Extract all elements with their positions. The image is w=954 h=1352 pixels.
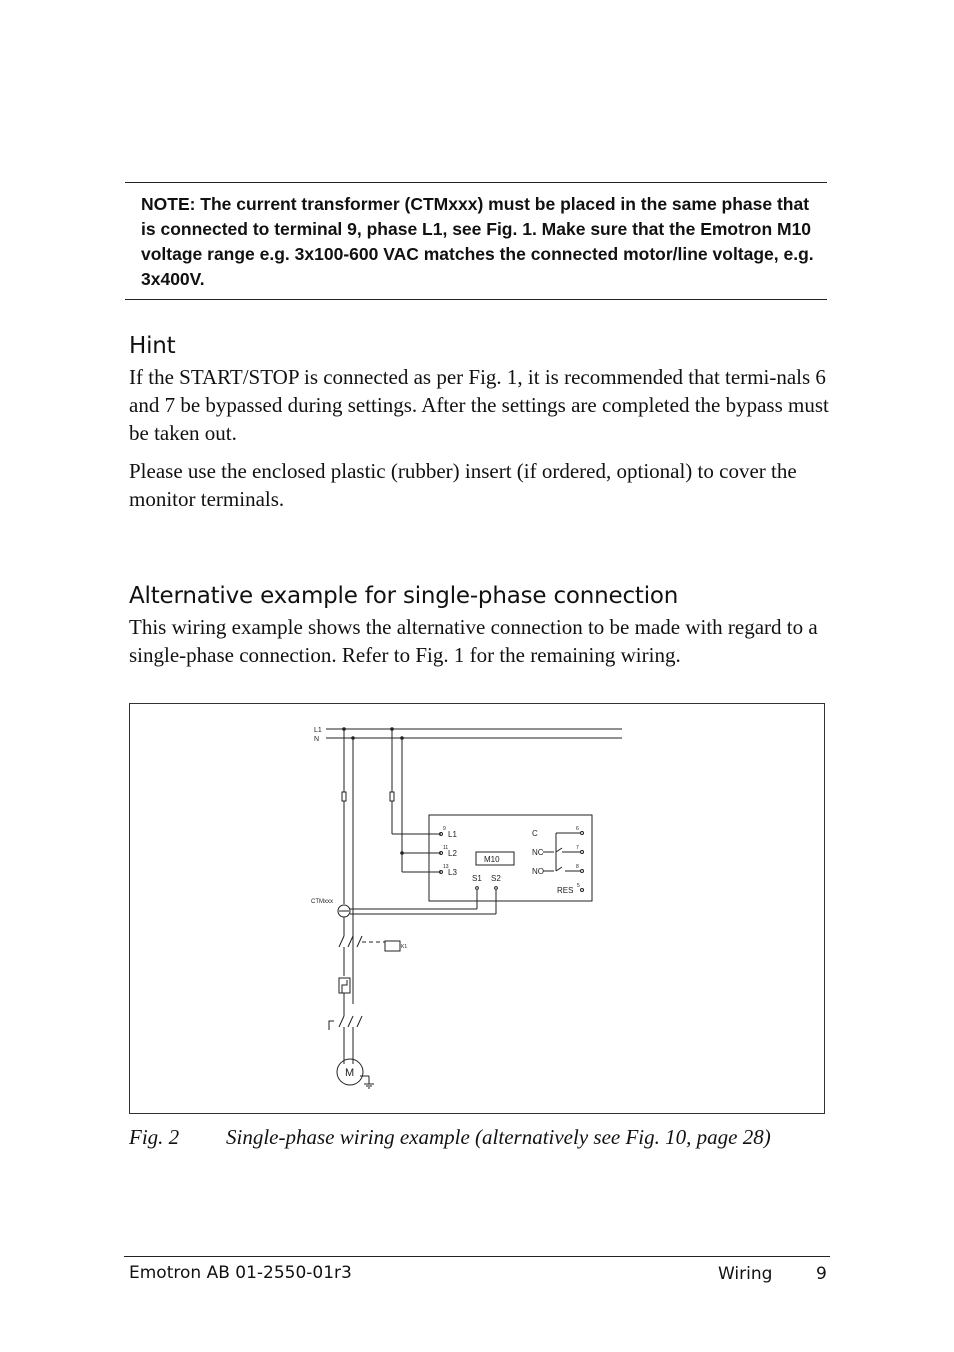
pin-7: 7 <box>576 845 579 851</box>
alternative-paragraph: This wiring example shows the alternative connection to be made with regard to a single-phase connection. Refer to Fig. 1 for the remaining wiring. <box>129 615 818 667</box>
terminal <box>581 832 584 835</box>
terminal-nc: NC <box>532 848 544 857</box>
contactor-k1 <box>348 936 353 947</box>
terminal-s2: S2 <box>491 874 501 883</box>
terminal <box>476 887 479 890</box>
footer-page-number: 9 <box>816 1264 827 1284</box>
terminal-s1: S1 <box>472 874 482 883</box>
wiring-diagram-frame <box>129 703 825 1114</box>
terminal-c: C <box>532 829 538 838</box>
alternative-heading: Alternative example for single-phase connection <box>129 583 679 609</box>
relay-contact <box>556 848 562 852</box>
terminal-l2: L2 <box>448 849 457 858</box>
label-n: N <box>314 736 320 743</box>
note-text: NOTE: The current transformer (CTMxxx) must be placed in the same phase that is connected to terminal 9, phase L1, see Fig. 1. Make sure that the Emotron M10 voltage range e.g. 3x100-600 VAC matches the connected motor/line voltage, e.g. 3x400V. <box>141 194 814 289</box>
junction-dot <box>401 852 404 855</box>
hint-heading: Hint <box>129 333 176 359</box>
terminal-res: RES <box>557 886 574 895</box>
fuse-symbol <box>342 792 346 801</box>
relay-contact <box>556 867 562 871</box>
terminal <box>581 889 584 892</box>
motor-protection <box>357 1016 362 1027</box>
label-l1: L1 <box>314 727 322 734</box>
module-label: M10 <box>484 855 500 864</box>
figure-number: Fig. 2 <box>129 1125 180 1149</box>
terminal <box>581 870 584 873</box>
motor-label: M <box>345 1067 355 1079</box>
motor-protection <box>329 1021 334 1030</box>
footer-section: Wiring <box>718 1264 773 1284</box>
pin-11: 11 <box>443 845 449 851</box>
footer-doc-id: Emotron AB 01-2550-01r3 <box>129 1263 352 1283</box>
figure-caption-text: Single-phase wiring example (alternatively see Fig. 10, page 28) <box>226 1125 771 1149</box>
contactor-k1 <box>339 936 344 947</box>
wiring-diagram <box>130 704 826 1115</box>
pin-5: 5 <box>577 883 580 889</box>
fuse-symbol <box>390 792 394 801</box>
terminal <box>581 851 584 854</box>
terminal-l3: L3 <box>448 868 457 877</box>
pin-6: 6 <box>576 826 579 832</box>
terminal <box>495 887 498 890</box>
overload-relay <box>342 980 347 993</box>
motor-protection <box>339 1016 344 1027</box>
contactor-coil <box>385 941 400 951</box>
terminal-no: NO <box>532 867 544 876</box>
footer-rule <box>124 1256 830 1257</box>
note-box <box>125 182 827 300</box>
contactor-k1 <box>357 936 362 947</box>
pin-8: 8 <box>576 864 579 870</box>
motor-protection <box>348 1016 353 1027</box>
ctm-label: CTMxxx <box>311 899 333 905</box>
hint-paragraph-1: If the START/STOP is connected as per Fig. 1, it is recommended that termi-nals 6 and 7 be bypassed during settings. After the settings are completed the bypass must be taken out. <box>129 365 829 445</box>
pin-9: 9 <box>443 826 446 832</box>
pin-13: 13 <box>443 864 449 870</box>
k1-label: K1 <box>401 944 408 950</box>
hint-paragraph-2: Please use the enclosed plastic (rubber) insert (if ordered, optional) to cover the monitor terminals. <box>129 459 797 511</box>
terminal-l1: L1 <box>448 830 457 839</box>
